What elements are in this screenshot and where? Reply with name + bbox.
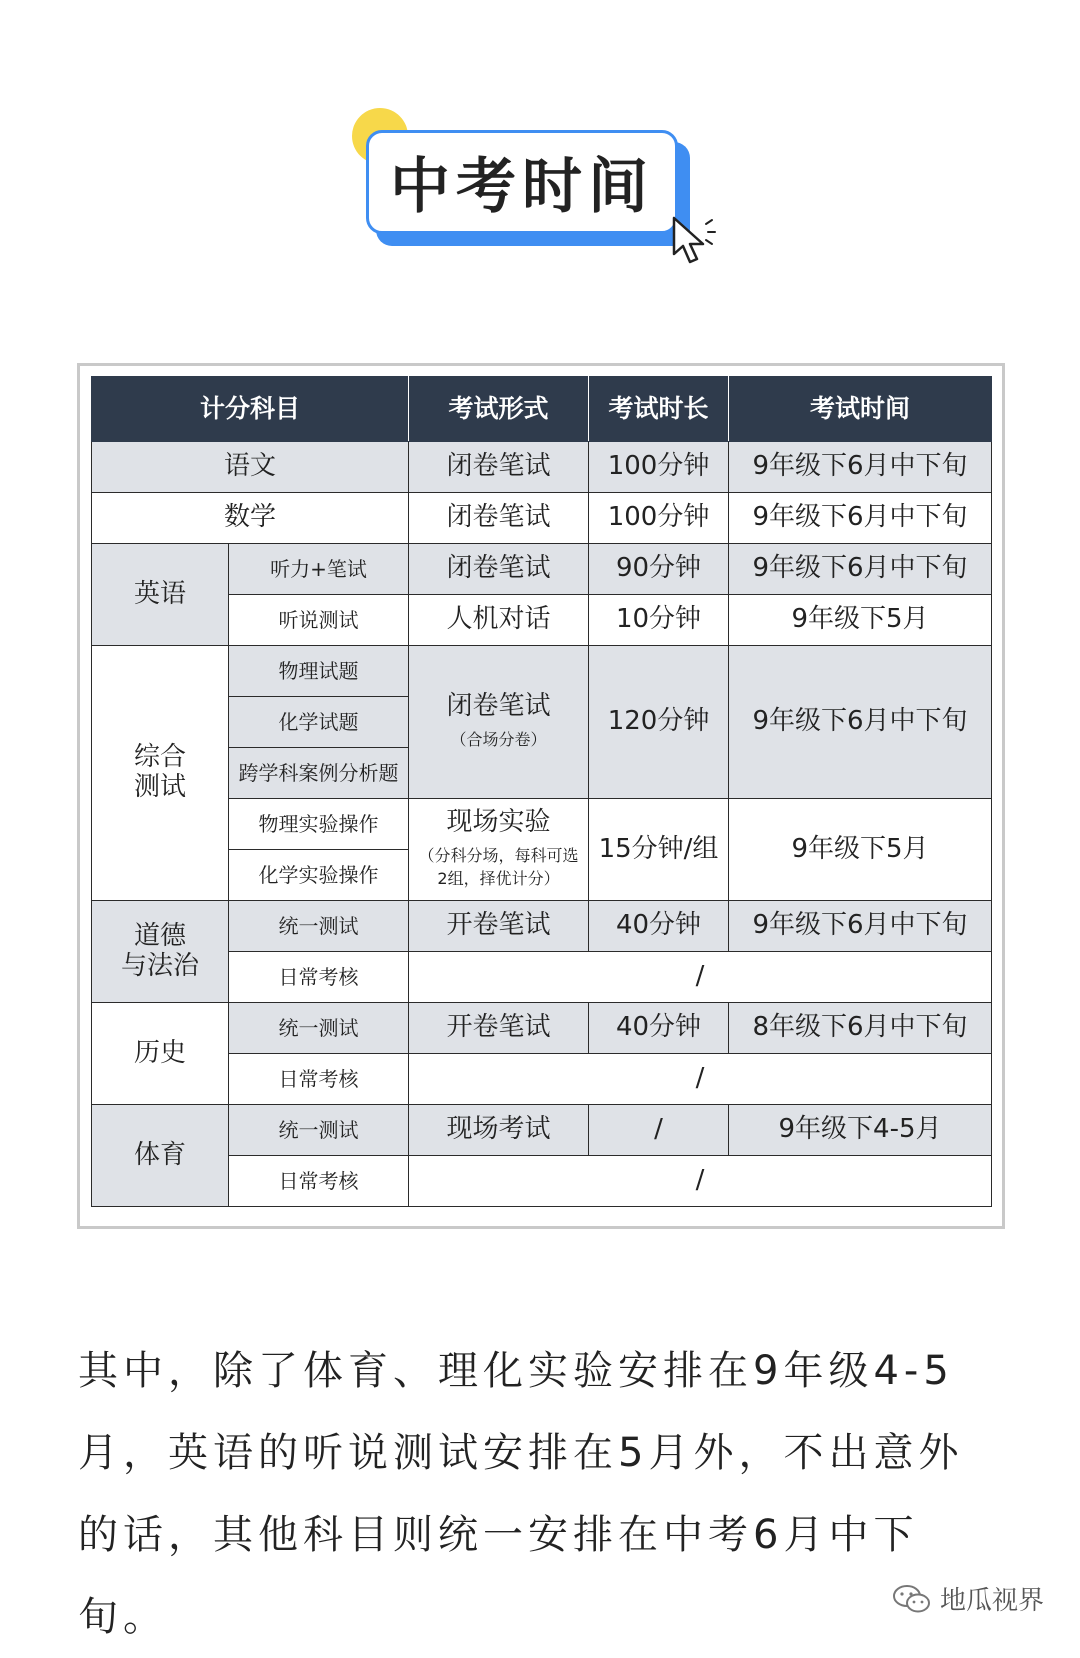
cell-subject xyxy=(92,901,229,1003)
cell-time: 9年级下5月 xyxy=(729,799,992,901)
cell-empty: / xyxy=(409,952,992,1003)
cell-form: 开卷笔试 xyxy=(409,901,589,952)
table-row xyxy=(92,646,992,697)
cell-subitem: 跨学科案例分析题 xyxy=(229,748,409,799)
cell-subject: 历史 xyxy=(92,1003,229,1105)
cell-form xyxy=(409,799,589,901)
cell-time: 9年级下6月中下旬 xyxy=(729,646,992,799)
cell-subject: 体育 xyxy=(92,1105,229,1207)
cell-form xyxy=(409,646,589,799)
cursor-icon xyxy=(670,216,716,266)
table-row xyxy=(92,544,992,595)
header-time: 考试时间 xyxy=(729,377,992,442)
cell-subitem: 统一测试 xyxy=(229,1105,409,1156)
table-row xyxy=(92,493,992,544)
form-note xyxy=(409,844,588,890)
table-header-row xyxy=(92,377,992,442)
body-paragraph: 其中，除了体育、理化实验安排在9年级4-5月，英语的听说测试安排在5月外，不出意外的话，其他科目则统一安排在中考6月中下旬。 xyxy=(78,1348,964,1640)
cell-subitem: 物理实验操作 xyxy=(229,799,409,850)
cell-duration: 100分钟 xyxy=(589,442,729,493)
cell-empty: / xyxy=(409,1156,992,1207)
cell-duration: 40分钟 xyxy=(589,901,729,952)
cell-subitem: 统一测试 xyxy=(229,901,409,952)
cell-subitem: 统一测试 xyxy=(229,1003,409,1054)
cell-duration: 15分钟/组 xyxy=(589,799,729,901)
watermark-text: 地瓜视界 xyxy=(939,1586,1044,1616)
cell-subitem: 日常考核 xyxy=(229,1054,409,1105)
exam-schedule-table xyxy=(91,376,992,1207)
cell-time: 9年级下6月中下旬 xyxy=(729,493,992,544)
subject-line: 道德 xyxy=(133,920,186,951)
watermark xyxy=(892,1580,1044,1617)
subject-line: 测试 xyxy=(133,772,186,802)
cell-form: 闭卷笔试 xyxy=(409,442,589,493)
cell-duration: 120分钟 xyxy=(589,646,729,799)
subject-line: 综合 xyxy=(133,742,186,773)
header-duration: 考试时长 xyxy=(589,377,729,442)
table-row xyxy=(92,1105,992,1156)
wechat-icon xyxy=(892,1584,932,1614)
cell-time: 9年级下6月中下旬 xyxy=(729,901,992,952)
cell-duration: 10分钟 xyxy=(589,595,729,646)
cell-empty: / xyxy=(409,1054,992,1105)
cell-time: 8年级下6月中下旬 xyxy=(729,1003,992,1054)
cell-duration: 40分钟 xyxy=(589,1003,729,1054)
cell-subitem: 听说测试 xyxy=(229,595,409,646)
cell-form: 人机对话 xyxy=(409,595,589,646)
title-badge xyxy=(352,104,732,264)
cell-time: 9年级下4-5月 xyxy=(729,1105,992,1156)
cell-subject: 英语 xyxy=(92,544,229,646)
cell-duration: / xyxy=(589,1105,729,1156)
page-title: 中考时间 xyxy=(366,130,678,234)
cell-subitem: 听力+笔试 xyxy=(229,544,409,595)
cell-form: 现场考试 xyxy=(409,1105,589,1156)
cell-time: 9年级下5月 xyxy=(729,595,992,646)
cell-subitem: 物理试题 xyxy=(229,646,409,697)
cell-form: 闭卷笔试 xyxy=(409,493,589,544)
form-note-line: （分科分场，每科可选 xyxy=(418,846,579,866)
form-note-line: 2组，择优计分） xyxy=(437,869,560,889)
cell-form: 开卷笔试 xyxy=(409,1003,589,1054)
cell-subject xyxy=(92,646,229,901)
cell-subject: 数学 xyxy=(92,493,409,544)
cell-subitem: 日常考核 xyxy=(229,952,409,1003)
cell-duration: 90分钟 xyxy=(589,544,729,595)
cell-duration: 100分钟 xyxy=(589,493,729,544)
cell-subitem: 日常考核 xyxy=(229,1156,409,1207)
form-main: 现场实验 xyxy=(446,807,551,838)
cell-time: 9年级下6月中下旬 xyxy=(729,544,992,595)
header-subject: 计分科目 xyxy=(92,377,409,442)
table-row xyxy=(92,1003,992,1054)
cell-subitem: 化学实验操作 xyxy=(229,850,409,901)
form-main: 闭卷笔试 xyxy=(446,691,551,722)
table-row xyxy=(92,901,992,952)
cell-subject: 语文 xyxy=(92,442,409,493)
cell-time: 9年级下6月中下旬 xyxy=(729,442,992,493)
cell-subitem: 化学试题 xyxy=(229,697,409,748)
cell-form: 闭卷笔试 xyxy=(409,544,589,595)
header-form: 考试形式 xyxy=(409,377,589,442)
subject-line: 与法治 xyxy=(120,950,199,981)
table-row xyxy=(92,442,992,493)
form-note: （合场分卷） xyxy=(450,730,547,750)
